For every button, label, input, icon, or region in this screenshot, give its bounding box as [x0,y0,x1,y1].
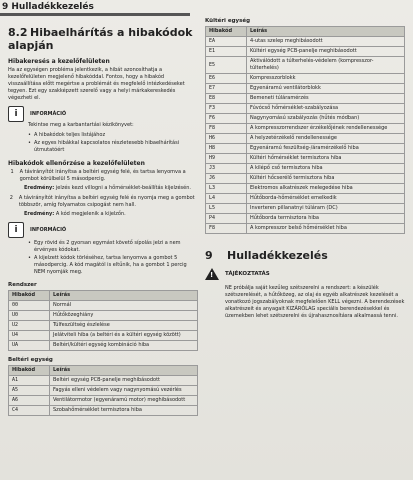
error-description: Kültéri hőmérséklet termisztora hiba [247,154,405,164]
error-code: E1 [206,47,247,57]
error-description: A kompresszor belső hőmérséklet hiba [247,224,405,234]
error-description: Hűtőborda termisztora hiba [247,214,405,224]
error-code: H8 [206,144,247,154]
table-header-row [206,27,405,37]
error-description: Elektromos alkatrészek melegedése hiba [247,184,405,194]
warning-head [205,268,405,280]
system-error-table [8,290,198,351]
table-row [9,301,198,311]
outdoor-table-title: Kültéri egység [205,18,251,24]
info-bullet: • Az egyes hibákkal kapcsolatos részletesebb hibaelhárítási útmutatóért [28,140,198,154]
info-box-2-head [8,222,198,238]
result-label: Eredmény: [24,185,55,191]
error-code: U4 [9,331,50,341]
error-code: F8 [206,224,247,234]
table-row [206,57,405,74]
error-description: Aktiválódott a túlterhelés-védelem (kompresszor-túlterhelés) [247,57,405,74]
error-description: Fúvócső hőmérséklet-szabályozása [247,104,405,114]
error-code: E8 [206,94,247,104]
section-heading [8,26,198,52]
intro-heading: Hibakeresés a kezelőfelületen [8,58,110,65]
info-icon: i [8,222,24,238]
table-row [9,386,198,396]
step-text: A távirányítót irányítsa a beltéri egység felé és nyomja meg a gombot többször, amíg folyamatos csipogást nem hall. [18,195,195,208]
info-title: INFORMÁCIÓ [30,111,67,117]
error-description: Nagynyomású szabályozás (hűtés módban) [247,114,405,124]
info-box-2 [8,222,198,276]
info-box-1 [8,106,198,154]
error-code: L3 [206,184,247,194]
error-description: Beltéri egység PCB-panelje meghibásodott [50,376,198,386]
col-header-description: Leírás [50,366,198,376]
error-code: J3 [206,164,247,174]
error-code: UA [9,341,50,351]
error-code: P4 [206,214,247,224]
disposal-number: 9 [205,249,213,262]
table-row [206,224,405,234]
info-bullet: • A hibakódok teljes listájához [28,132,198,139]
error-description: Túlfeszültség észlelése [50,321,198,331]
error-description: A kilépő cső termisztora hiba [247,164,405,174]
error-description: Jelátviteli hiba (a beltéri és a kültéri egység között) [50,331,198,341]
error-description: Bemeneti túláramérzés [247,94,405,104]
table-row [9,406,198,416]
result-label: Eredmény: [24,211,55,217]
table-row [206,194,405,204]
col-header-description: Leírás [247,27,405,37]
table-row [9,396,198,406]
col-header-code: Hibakód [9,291,50,301]
page-header [0,0,413,16]
error-code: A5 [9,386,50,396]
table-row [206,184,405,194]
table-row [206,37,405,47]
section-number: 8.2 [8,26,28,39]
error-code: U0 [9,311,50,321]
indoor-table-title: Beltéri egység [8,357,53,363]
error-code: H9 [206,154,247,164]
outdoor-error-table [205,26,405,234]
error-code: E6 [206,74,247,84]
error-description: Hűtőközeghiány [50,311,198,321]
table-header-row [9,366,198,376]
error-code: F6 [206,114,247,124]
indoor-error-table [8,365,198,416]
error-code: U2 [9,321,50,331]
info-bullet: • Egy rövid és 2 gyorsan egymást követő sípolás jelzi a nem érvényes kódokat. [28,240,198,254]
table-row [206,124,405,134]
warning-icon: ! [205,268,219,280]
table-row [206,104,405,114]
info-text: Tekintse meg a karbantartási kézikönyvet: [28,122,134,128]
header-rule [0,13,190,16]
table-row [206,164,405,174]
table-row [206,144,405,154]
error-code: A1 [9,376,50,386]
step-text: A távirányítót irányítsa a beltéri egység felé, és tartsa lenyomva a gombot körülbelül 5 másodpercig. [19,169,186,182]
error-code: F8 [206,124,247,134]
table-row [206,204,405,214]
col-header-code: Hibakód [9,366,50,376]
disposal-title: Hulladékkezelés [227,249,328,262]
step-number: 1 [10,169,14,175]
error-code: J6 [206,174,247,184]
table-row [206,154,405,164]
col-header-description: Leírás [50,291,198,301]
steps [8,169,198,218]
system-table-title: Rendszer [8,282,37,288]
running-head: 9 Hulladékkezelés [2,2,94,12]
info-bullets [28,132,198,154]
step-1-result [24,185,198,192]
error-description: Hűtőborda-hőmérséklet emelkedik [247,194,405,204]
table-row [206,84,405,94]
error-code: L5 [206,204,247,214]
col-header-code: Hibakód [206,27,247,37]
table-header-row [9,291,198,301]
error-code: C4 [9,406,50,416]
table-row [9,311,198,321]
error-description: Kültéri egység PCB-panelje meghibásodott [247,47,405,57]
warning-title: TÁJÉKOZTATÁS [225,271,270,277]
error-description: Inverteren pillanatnyi túláram (DC) [247,204,405,214]
table-row [9,376,198,386]
error-code: H6 [206,134,247,144]
step-1 [8,169,198,183]
info-bullets [28,240,198,276]
table-row [206,174,405,184]
table-row [9,341,198,351]
info-bullet: • A kijelzett kódok törléséhez, tartsa lenyomva a gombot 5 másodpercig. A kód magától is eltűnik, ha a gombot 1 percig NEM nyomják meg. [28,255,198,276]
error-code: EA [206,37,247,47]
error-code: A6 [9,396,50,406]
error-code: E7 [206,84,247,94]
error-description: 4-utas szelep meghibásodott [247,37,405,47]
step-2-result [24,211,198,218]
error-description: Kompresszorblokk [247,74,405,84]
error-description: Beltéri/kültéri egység kombináció hiba [50,341,198,351]
info-title: INFORMÁCIÓ [30,227,67,233]
step-number: 2 [9,195,13,201]
error-description: Kültéri hőcserélő termisztora hiba [247,174,405,184]
result-text: A kód megjelenik a kijelzőn. [55,211,126,217]
error-code: F3 [206,104,247,114]
result-text: jelzés kezd villogni a hőmérséklet-beállítás kijelzésén. [55,185,191,191]
error-description: Ventilátormotor (egyenáramú motor) meghibásodott [50,396,198,406]
error-description: Fagyás elleni védelem vagy nagynyomású vezérlés [50,386,198,396]
table-row [206,214,405,224]
disposal-heading [205,249,405,262]
table-row [206,134,405,144]
table-row [206,94,405,104]
table-row [206,114,405,124]
error-description: A kompresszorrendszer érzékelőjének rendellenessége [247,124,405,134]
error-code: L4 [206,194,247,204]
error-code: 00 [9,301,50,311]
error-description: Szobahőmérséklet termisztora hiba [50,406,198,416]
info-icon: i [8,106,24,122]
info-box-1-head [8,106,198,122]
right-column [205,18,405,325]
check-heading: Hibakódok ellenőrzése a kezelőfelületen [8,160,145,167]
error-description: A helyzetérzékelő rendellenessége [247,134,405,144]
table-row [206,74,405,84]
section-title: Hibaelhárítás a hibakódok alapján [8,26,193,52]
error-description: Egyenáramú ventilátorblokk [247,84,405,94]
error-description: Egyenáramú feszültség-/áramérzékelő hiba [247,144,405,154]
warning-text: NE próbálja saját kezűleg szétszerelni a rendszert: a készülék szétszerelését, a hűtőközeg, az olaj és egyéb alkatrészek kezelését a vonatkozó jogszabályoknak megfelelően KELL végezni. A berendezések alkatrészeit és anyagait KIZÁRÓLAG speciális berendezésekkel és üzemekben lehet szétszerelni és újrahasznosításra alkalmassá tenni. [225,285,405,319]
intro-text: Ha az egységen probléma jelentkezik, a hibát azonosíthatja a kezelőfelületen megjelenő hibakóddal. Fontos, hogy a hibakód visszaállítása előtt megértse a problémát és megfelelő intézkedéseket tegyen. Ezt egy szakképzett szerelő vagy a helyi márkakereskedés végezheti el. [8,67,185,101]
step-2 [8,195,198,209]
table-row [9,331,198,341]
table-row [9,321,198,331]
left-column [8,18,198,416]
error-code: E5 [206,57,247,74]
error-description: Normál [50,301,198,311]
table-row [206,47,405,57]
